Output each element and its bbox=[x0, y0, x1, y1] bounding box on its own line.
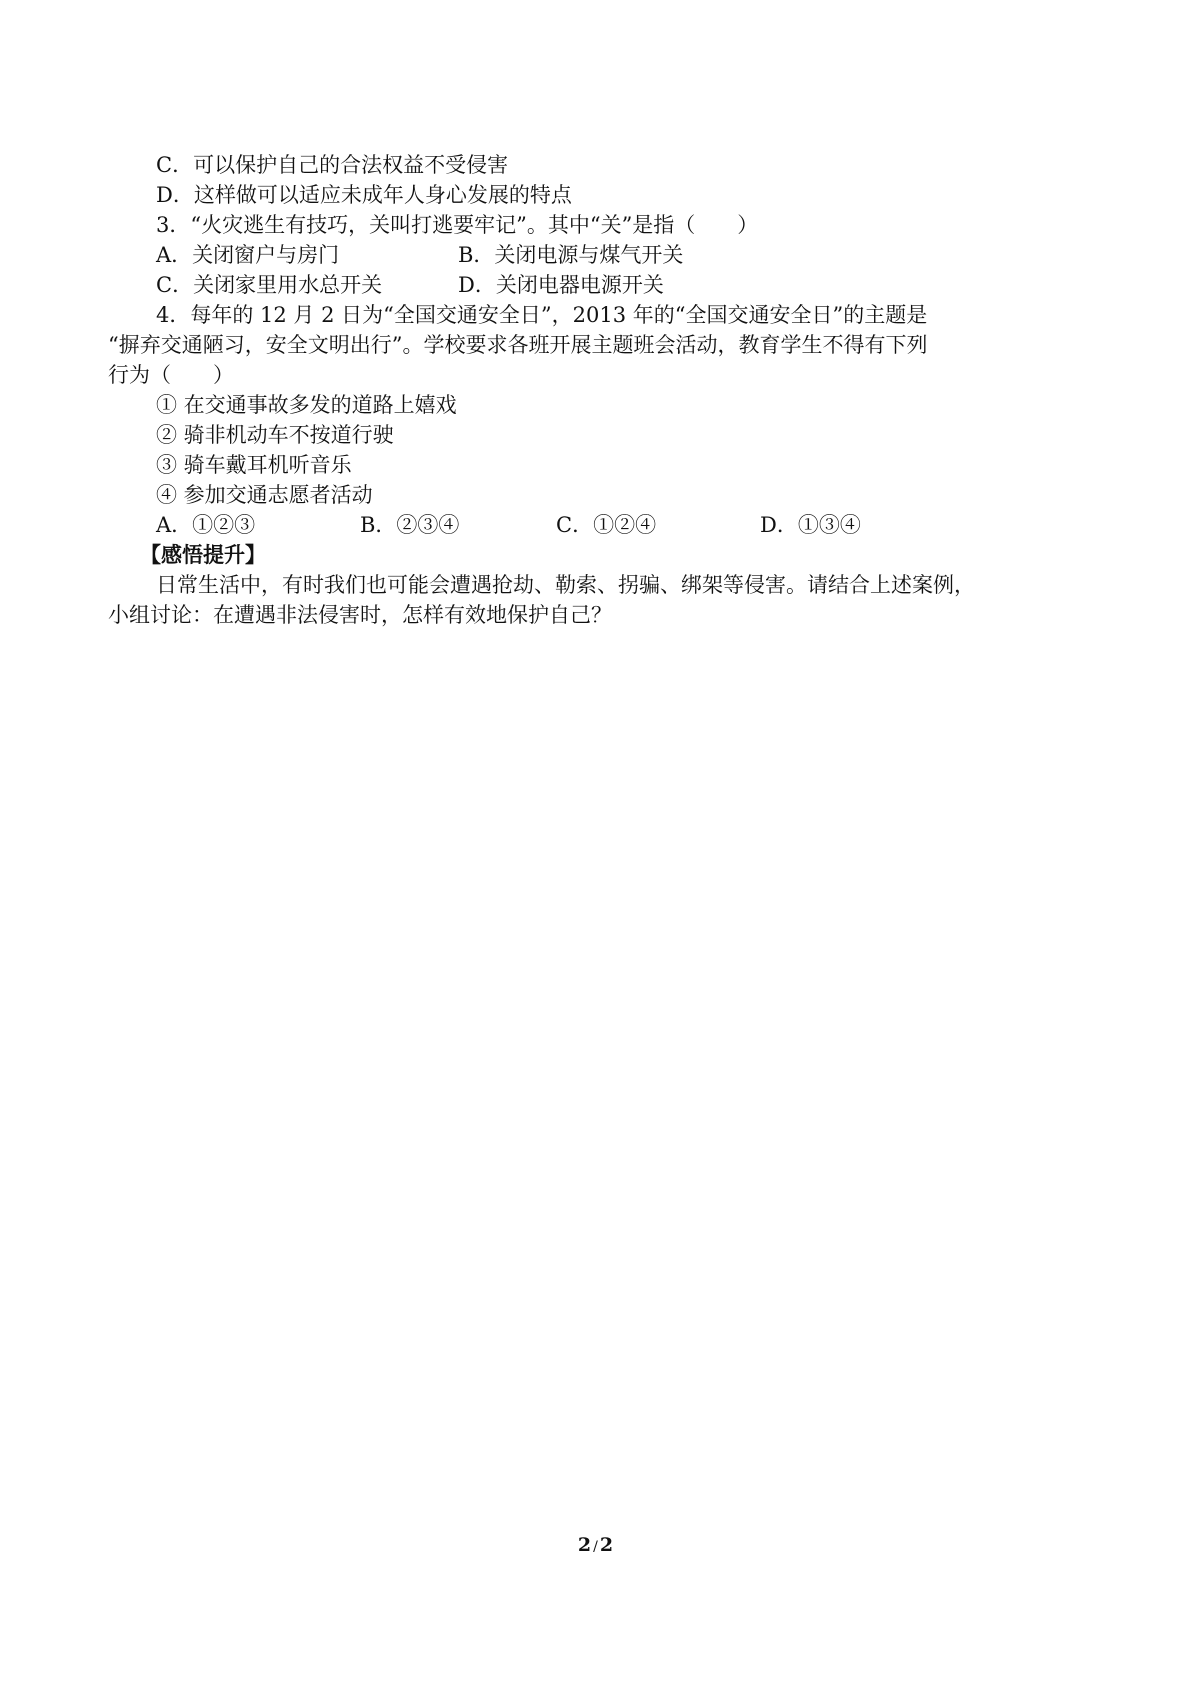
reflection-text-line1: 日常生活中，有时我们也可能会遭遇抢劫、勒索、拐骗、绑架等侵害。请结合上述案例， bbox=[156, 573, 975, 597]
question-4-options-row bbox=[0, 510, 1191, 540]
question-4-stem-line1: 4．每年的 12 月 2 日为“全国交通安全日”，2013 年的“全国交通安全日”的主题是 bbox=[156, 303, 928, 327]
question-4-item-1: ① 在交通事故多发的道路上嬉戏 bbox=[156, 393, 457, 417]
option-d-prev: D．这样做可以适应未成年人身心发展的特点 bbox=[156, 183, 572, 207]
reflection-text-line2: 小组讨论：在遭遇非法侵害时，怎样有效地保护自己？ bbox=[108, 603, 612, 627]
question-4-option-d: D．①③④ bbox=[760, 513, 861, 537]
page-separator: / bbox=[593, 1539, 598, 1555]
question-4-option-b: B．②③④ bbox=[360, 513, 460, 537]
question-4-item-2: ② 骑非机动车不按道行驶 bbox=[156, 423, 394, 447]
option-c-prev: C．可以保护自己的合法权益不受侵害 bbox=[156, 153, 509, 177]
question-3-option-d: D．关闭电器电源开关 bbox=[458, 273, 664, 297]
section-heading: 【感悟提升】 bbox=[140, 542, 266, 567]
question-4-option-a: A．①②③ bbox=[156, 513, 256, 537]
current-page: 2 bbox=[577, 1534, 592, 1556]
question-4-option-c: C．①②④ bbox=[556, 513, 657, 537]
question-4-stem-line3: 行为（ ） bbox=[108, 363, 234, 387]
total-pages: 2 bbox=[599, 1534, 614, 1556]
question-3-options-row2 bbox=[0, 270, 1191, 300]
question-4-item-3: ③ 骑车戴耳机听音乐 bbox=[156, 453, 352, 477]
question-3-option-c: C．关闭家里用水总开关 bbox=[156, 273, 383, 297]
question-3-option-a: A．关闭窗户与房门 bbox=[156, 243, 340, 267]
question-3-stem: 3．“火灾逃生有技巧，关叫打逃要牢记”。其中“关”是指（ ） bbox=[156, 213, 759, 237]
question-4-stem-line2: “摒弃交通陋习，安全文明出行”。学校要求各班开展主题班会活动，教育学生不得有下列 bbox=[108, 333, 928, 357]
question-3-options-row1 bbox=[0, 240, 1191, 270]
question-3-option-b: B．关闭电源与煤气开关 bbox=[458, 243, 684, 267]
page-number bbox=[0, 1532, 1191, 1560]
question-4-item-4: ④ 参加交通志愿者活动 bbox=[156, 483, 373, 507]
